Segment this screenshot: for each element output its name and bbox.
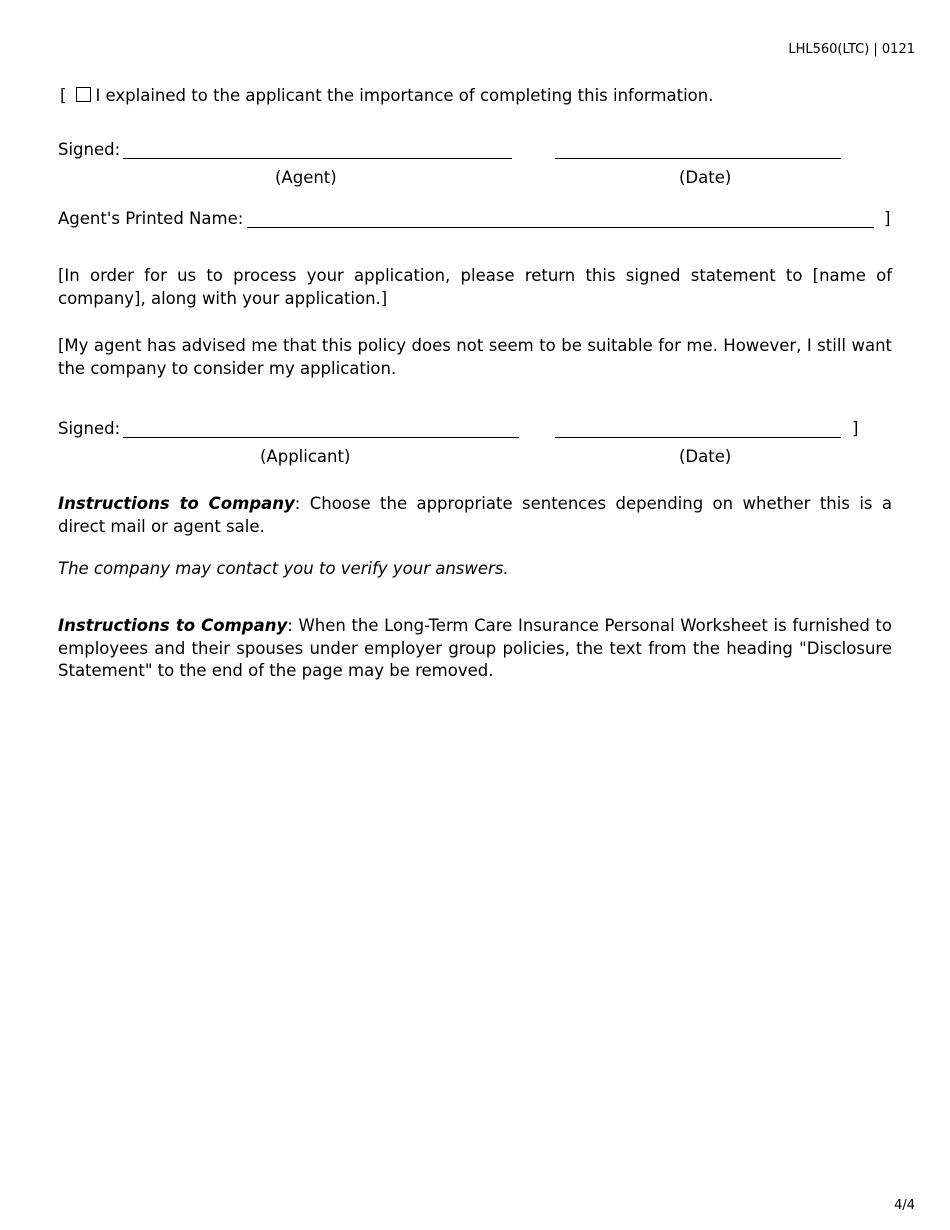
agent-explained-statement — [60, 86, 713, 105]
agent-caption: (Agent) — [275, 168, 337, 187]
page-number: 4/4 — [894, 1198, 915, 1213]
instructions-text: : Choose the appropriate sentences depending on whether this is a direct mail or agent sale. — [58, 494, 892, 536]
open-bracket: [ — [60, 86, 67, 105]
applicant-date-field[interactable] — [555, 437, 841, 438]
agent-date-field[interactable] — [555, 158, 841, 159]
applicant-signature-field[interactable] — [123, 437, 519, 438]
instructions-text: : When the Long-Term Care Insurance Personal Worksheet is furnished to employees and their spouses under employer group policies, the text from the heading "Disclosure Statement" to the end of the page may be removed. — [58, 616, 892, 680]
applicant-date-caption: (Date) — [679, 447, 732, 466]
close-bracket: ] — [852, 419, 859, 438]
instructions-label: Instructions to Company — [58, 616, 288, 635]
return-statement-paragraph: [In order for us to process your application, please return this signed statement to [name of company], along with your application.] — [58, 266, 892, 308]
agent-signature-field[interactable] — [123, 158, 512, 159]
agent-explained-checkbox[interactable] — [76, 87, 91, 102]
form-code: LHL560(LTC) | 0121 — [788, 42, 915, 57]
agent-signed-label: Signed: — [58, 140, 121, 159]
agent-date-caption: (Date) — [679, 168, 732, 187]
instructions-to-company-1 — [58, 493, 892, 538]
instructions-to-company-2 — [58, 615, 892, 683]
close-bracket: ] — [884, 209, 891, 228]
verify-answers-note: The company may contact you to verify your answers. — [58, 559, 509, 578]
applicant-signed-label: Signed: — [58, 419, 121, 438]
agent-printed-name-label: Agent's Printed Name: — [58, 209, 244, 228]
agent-explained-text: I explained to the applicant the importance of completing this information. — [95, 86, 714, 105]
agent-printed-name-field[interactable] — [247, 227, 874, 228]
agent-advised-paragraph: [My agent has advised me that this policy does not seem to be suitable for me. However, I still want the company to consider my application. — [58, 336, 892, 378]
instructions-label: Instructions to Company — [58, 494, 295, 513]
applicant-caption: (Applicant) — [260, 447, 351, 466]
